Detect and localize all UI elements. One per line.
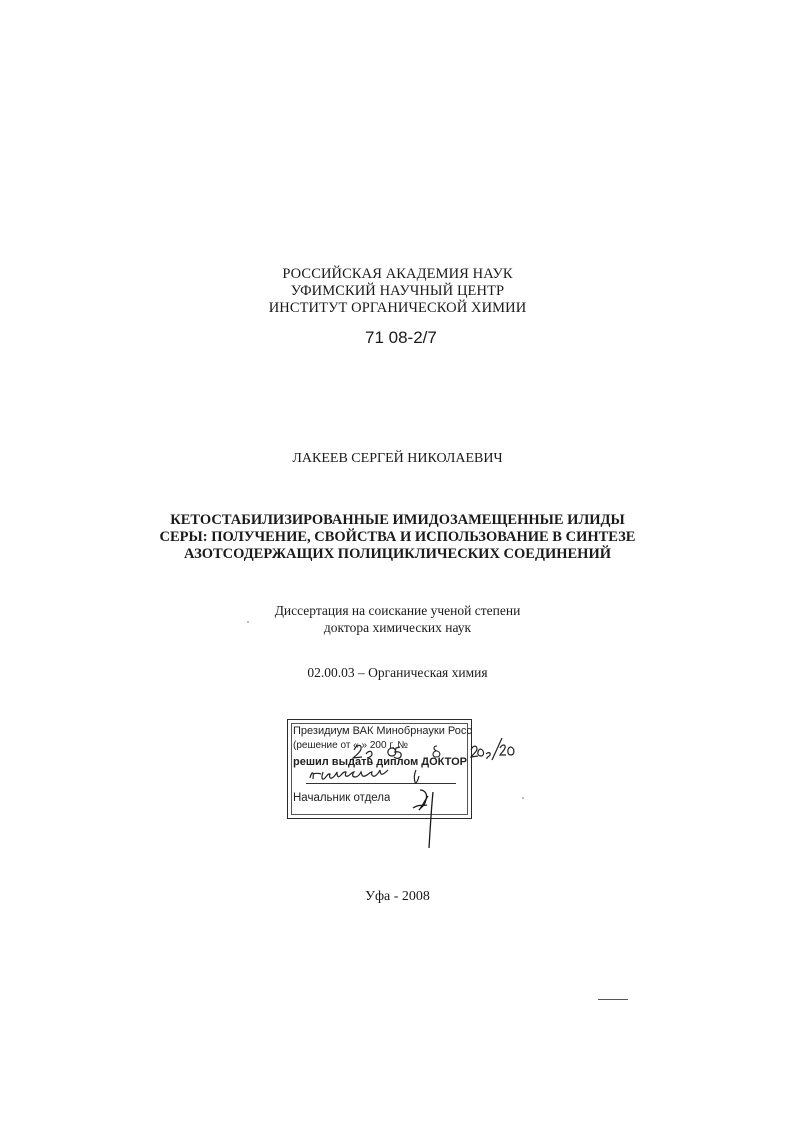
title-line-1: КЕТОСТАБИЛИЗИРОВАННЫЕ ИМИДОЗАМЕЩЕННЫЕ ИЛИДЫ bbox=[170, 512, 625, 528]
degree-line-1: Диссертация на соискание ученой степени bbox=[274, 603, 521, 618]
degree-statement bbox=[0, 602, 795, 636]
dissertation-title bbox=[0, 512, 795, 563]
city-year: Уфа - 2008 bbox=[365, 889, 430, 904]
institution-header bbox=[0, 266, 795, 317]
stamp-line-diploma: решил выдать диплом ДОКТОР bbox=[293, 756, 467, 768]
degree-line-2: доктора химических наук bbox=[323, 620, 472, 635]
stamp-line-head: Начальник отдела bbox=[293, 792, 391, 804]
specialty-code: 02.00.03 – Органическая химия bbox=[307, 665, 488, 680]
scan-mark bbox=[598, 999, 628, 1000]
vak-approval-stamp bbox=[287, 719, 472, 819]
registry-code: 71 08-2/7 bbox=[365, 328, 437, 347]
institution-line-1: РОССИЙСКАЯ АКАДЕМИЯ НАУК bbox=[282, 266, 513, 282]
stamp-field-underline bbox=[306, 783, 456, 784]
institution-line-3: ИНСТИТУТ ОРГАНИЧЕСКОЙ ХИМИИ bbox=[268, 300, 527, 316]
scan-speck bbox=[522, 797, 524, 799]
author-name: ЛАКЕЕВ СЕРГЕЙ НИКОЛАЕВИЧ bbox=[292, 451, 503, 466]
scan-speck bbox=[247, 621, 249, 623]
institution-line-2: УФИМСКИЙ НАУЧНЫЙ ЦЕНТР bbox=[290, 283, 505, 299]
title-line-3: АЗОТСОДЕРЖАЩИХ ПОЛИЦИКЛИЧЕСКИХ СОЕДИНЕНИЙ bbox=[183, 546, 612, 562]
handwritten-number-icon bbox=[471, 738, 514, 760]
title-line-2: СЕРЫ: ПОЛУЧЕНИЕ, СВОЙСТВА И ИСПОЛЬЗОВАНИЕ В СИНТЕЗЕ bbox=[159, 529, 636, 545]
stamp-line-presidium: Президиум ВАК Минобрнауки Росс bbox=[293, 725, 472, 737]
stamp-line-decision: (решение от « » 200 г. № bbox=[293, 740, 409, 751]
